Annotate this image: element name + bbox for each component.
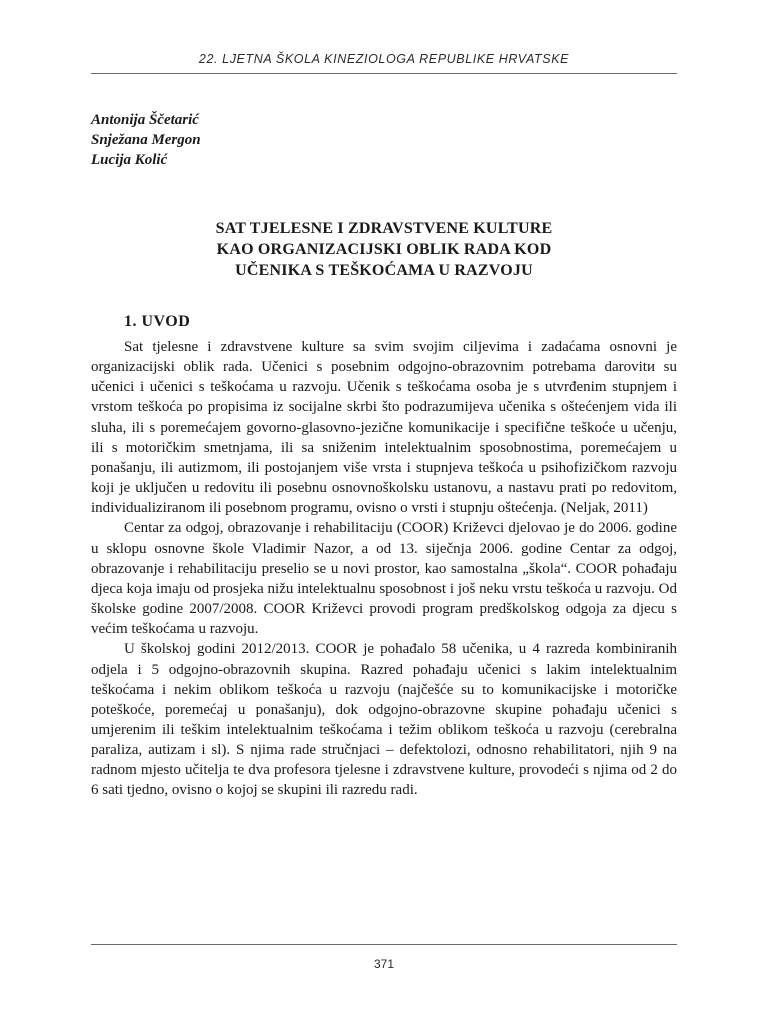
paragraph: Sat tjelesne i zdravstvene kulture sa svim svojim ciljevima i zadaćama osnovni je organizacijski oblik rada. Učenici s posebnim odgojno-obrazovnim potrebama darovitи su učenici i učenici s teškoćama u razvoju. Učenik s teškoćama osoba je s utvrđenim stupnjem i vrstom teškoća po propisima iz socijalne skrbi što podrazumijeva učenika s oštećenjem vida ili sluha, ili s poremećajem govorno-glasovno-jezične komunikacije i specifične teškoće u učenju, ili s motoričkim smetnjama, ili sa sniženim intelektualnim sposobnostima, poremećajem u ponašanju, ili autizmom, ili postojanjem više vrsta i stupnjeva teškoća u psihofizičkom razvoju koji je uključen u redovitu ili posebnu osnovnoškolsku ustanovu, a nastavu prati po redovitom, individualiziranom ili posebnom programu, ovisno o vrsti i stupnju oštećenja. (Neljak, 2011) bbox=[91, 339, 677, 517]
footer-divider bbox=[91, 944, 677, 945]
title-line: UČENIKA S TEŠKOĆAMA U RAZVOJU bbox=[235, 262, 533, 279]
author-name: Antonija Ščetarić bbox=[91, 112, 199, 128]
title-line: KAO ORGANIZACIJSKI OBLIK RADA KOD bbox=[216, 241, 552, 258]
page-number: 371 bbox=[373, 957, 395, 971]
body-text bbox=[91, 337, 677, 801]
paragraph: Centar za odgoj, obrazovanje i rehabilitaciju (COOR) Križevci djelovao je do 2006. godine u sklopu osnovne škole Vladimir Nazor, a od 13. siječnja 2006. godine Centar za odgoj, obrazovanje i rehabilitaciju preselio se u novi prostor, kao samostalna „škola“. COOR pohađaju djeca koja imaju od prosjeka nižu intelektualnu sposobnost i još neku vrstu teškoća u razvoju. Od školske godine 2007/2008. COOR Križevci provodi program predškolskog odgoja za djecu s većim teškoćama u razvoju. bbox=[91, 520, 677, 638]
paper-title bbox=[91, 218, 677, 281]
header-divider bbox=[91, 73, 677, 74]
author-name: Snježana Mergon bbox=[91, 132, 201, 148]
title-line: SAT TJELESNE I ZDRAVSTVENE KULTURE bbox=[215, 220, 553, 237]
section-heading: 1. UVOD bbox=[124, 313, 191, 330]
author-name: Lucija Kolić bbox=[91, 152, 168, 168]
author-list bbox=[91, 110, 201, 170]
running-header: 22. LJETNA ŠKOLA KINEZIOLOGA REPUBLIKE HRVATSKE bbox=[198, 52, 570, 66]
paragraph: U školskoj godini 2012/2013. COOR je pohađalo 58 učenika, u 4 razreda kombiniranih odjela i 5 odgojno-obrazovnih skupina. Razred pohađaju učenici s lakim intelektualnim teškoćama i nekim oblikom teškoća u razvoju (najčešće su to komunikacijske i motoričke poteškoće, poremećaj u ponašanju), dok odgojno-obrazovne skupine pohađaju učenici s umjerenim ili teškim intelektualnim teškoćama i težim oblikom teškoća u razvoju (cerebralna paraliza, autizam i sl). S njima rade stručnjaci – defektolozi, odnosno rehabilitatori, njih 9 na radnom mjesto učitelja te dva profesora tjelesne i zdravstvene kulture, provodeći s njima od 2 do 6 sati tjedno, ovisno o kojoj se skupini ili razredu radi. bbox=[91, 641, 677, 799]
